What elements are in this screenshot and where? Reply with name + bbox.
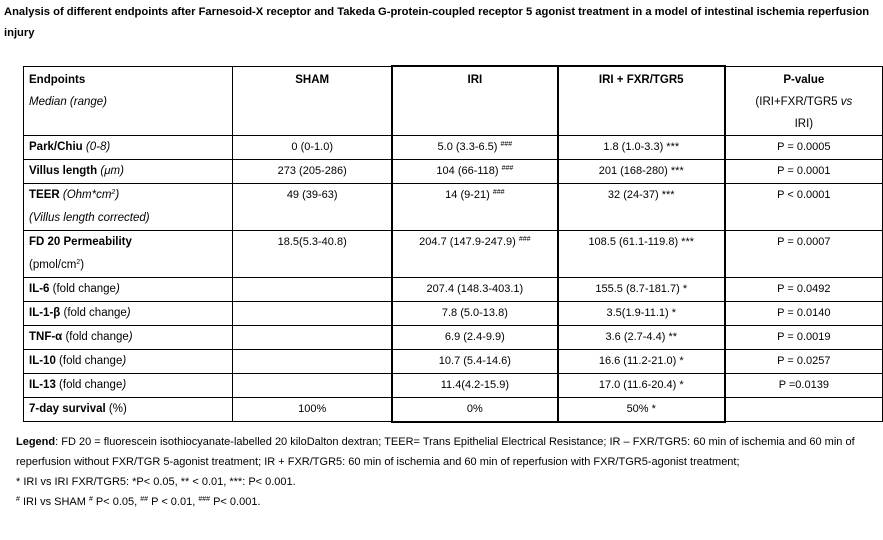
sham-cell: 0 (0-1.0)	[233, 135, 392, 159]
sham-cell: 49 (39-63)	[233, 183, 392, 230]
header-pvalue-sub1: (IRI+FXR/TGR5	[755, 95, 841, 108]
row-unit: (Ohm*cm	[59, 188, 112, 201]
table-row	[24, 230, 883, 277]
endpoints-table	[23, 65, 883, 423]
row-label-cell	[24, 373, 233, 397]
sham-cell	[233, 301, 392, 325]
row-label-cell	[24, 183, 233, 230]
sham-cell	[233, 373, 392, 397]
row-extra-sup: 2	[76, 258, 81, 266]
legend-label: Legend	[16, 436, 56, 448]
iri-mark: ###	[500, 140, 513, 148]
pvalue-cell: P = 0.0001	[725, 159, 883, 183]
legend-note2-c: P< 0.05,	[92, 496, 141, 508]
iri-fxr-cell: 16.6 (11.2-21.0) *	[558, 349, 725, 373]
iri-value: 5.0 (3.3-6.5)	[437, 140, 498, 153]
row-unit: (fold change	[49, 282, 116, 295]
row-label-cell	[24, 159, 233, 183]
row-label: IL-1-β	[29, 306, 61, 319]
row-label-cell	[24, 301, 233, 325]
iri-cell: 10.7 (5.4-14.6)	[392, 349, 558, 373]
legend-note2-f: ###	[198, 496, 211, 503]
row-unit: (fold change	[60, 306, 127, 319]
table-row	[24, 373, 883, 397]
table-row	[24, 301, 883, 325]
iri-fxr-cell: 155.5 (8.7-181.7) *	[558, 277, 725, 301]
iri-fxr-cell: 1.8 (1.0-3.3) ***	[558, 135, 725, 159]
sham-cell	[233, 325, 392, 349]
row-extra-pre: (pmol/cm	[29, 258, 77, 271]
row-unit: (%)	[105, 402, 127, 415]
row-label-cell	[24, 397, 233, 422]
table-title: Analysis of different endpoints after Farnesoid-X receptor and Takeda G-protein-coupled receptor 5 agonist treatment in a model of intestinal ischemia reperfusion injury	[4, 6, 870, 39]
pvalue-cell: P = 0.0005	[725, 135, 883, 159]
table-row	[24, 183, 883, 230]
row-label: TNF-α	[29, 330, 63, 343]
pvalue-cell: P =0.0139	[725, 373, 883, 397]
legend-paragraph	[16, 432, 876, 472]
sham-cell	[233, 349, 392, 373]
iri-value: 204.7 (147.9-247.9)	[419, 235, 516, 248]
pvalue-cell: P = 0.0019	[725, 325, 883, 349]
row-extra-post: )	[80, 258, 85, 271]
header-pvalue-sub2: IRI)	[794, 117, 814, 130]
row-label: Villus length	[29, 164, 98, 177]
iri-cell: 7.8 (5.0-13.8)	[392, 301, 558, 325]
table-legend	[16, 432, 876, 512]
pvalue-cell: P = 0.0007	[725, 230, 883, 277]
row-unit: (μm)	[97, 164, 124, 177]
row-unit-end: )	[126, 306, 131, 319]
row-label: FD 20 Permeability	[29, 235, 132, 248]
iri-cell	[392, 183, 558, 230]
row-label-line	[29, 184, 227, 207]
iri-cell: 207.4 (148.3-403.1)	[392, 277, 558, 301]
header-pvalue-label: P-value	[783, 73, 825, 86]
pvalue-cell: P < 0.0001	[725, 183, 883, 230]
iri-fxr-cell: 17.0 (11.6-20.4) *	[558, 373, 725, 397]
row-label-cell	[24, 325, 233, 349]
header-iri: IRI	[392, 66, 558, 135]
row-label-cell	[24, 230, 233, 277]
iri-cell	[392, 159, 558, 183]
pvalue-cell: P = 0.0257	[725, 349, 883, 373]
header-endpoints-label: Endpoints	[29, 73, 86, 86]
iri-value: 104 (66-118)	[436, 164, 499, 177]
iri-fxr-cell: 3.6 (2.7-4.4) **	[558, 325, 725, 349]
iri-fxr-cell: 108.5 (61.1-119.8) ***	[558, 230, 725, 277]
legend-note2-mark: #	[16, 496, 20, 503]
row-unit: (fold change	[55, 378, 123, 391]
row-unit-sup: 2	[111, 188, 116, 196]
row-unit: (fold change	[62, 330, 129, 343]
iri-fxr-cell: 3.5(1.9-11.1) *	[558, 301, 725, 325]
row-label: IL-13	[29, 378, 56, 391]
row-label: IL-10	[29, 354, 56, 367]
header-pvalue	[725, 66, 883, 135]
iri-cell: 11.4(4.2-15.9)	[392, 373, 558, 397]
pvalue-cell: P = 0.0492	[725, 277, 883, 301]
row-unit-end: )	[122, 354, 127, 367]
table-header-row	[24, 66, 883, 135]
table-row	[24, 349, 883, 373]
sham-cell: 273 (205-286)	[233, 159, 392, 183]
legend-note-1: * IRI vs IRI FXR/TGR5: *P< 0.05, ** < 0.01, ***: P< 0.001.	[16, 476, 296, 488]
legend-note2-g: P< 0.001.	[210, 496, 261, 508]
iri-cell: 0%	[392, 397, 558, 422]
pvalue-cell	[725, 397, 883, 422]
legend-text: : FD 20 = fluorescein isothiocyanate-labelled 20 kiloDalton dextran; TEER= Trans Epithelial Electrical Resistance; IR – FXR/TGR5: 60 min of ischemia and 60 min of reperfusion without FXR/TGR 5-agonist treatment; IR + FXR/TGR5: 60 min of ischemia and 60 min of reperfusion with FXR/TGR5-agonist treatment;	[16, 436, 855, 468]
legend-note2-e: P < 0.01,	[148, 496, 199, 508]
iri-mark: ###	[492, 188, 505, 196]
table-row	[24, 325, 883, 349]
header-sham: SHAM	[233, 66, 392, 135]
row-unit-end: )	[115, 188, 120, 201]
header-pvalue-vs: vs	[840, 95, 853, 108]
row-unit-end: )	[128, 330, 133, 343]
row-label: 7-day survival	[29, 402, 106, 415]
legend-note2-b: #	[88, 496, 93, 503]
table-row	[24, 135, 883, 159]
row-unit-end: )	[115, 282, 120, 295]
sham-cell	[233, 277, 392, 301]
row-label-cell	[24, 135, 233, 159]
row-extra	[29, 254, 227, 277]
table-row	[24, 397, 883, 422]
iri-mark: ###	[501, 164, 514, 172]
header-pvalue-sub	[731, 91, 877, 113]
sham-cell: 18.5(5.3-40.8)	[233, 230, 392, 277]
header-iri-fxr: IRI + FXR/TGR5	[558, 66, 725, 135]
iri-fxr-cell: 201 (168-280) ***	[558, 159, 725, 183]
row-unit: (0-8)	[82, 140, 111, 153]
header-endpoints	[24, 66, 233, 135]
iri-cell	[392, 230, 558, 277]
row-label-cell	[24, 349, 233, 373]
iri-fxr-cell: 50% *	[558, 397, 725, 422]
iri-value: 14 (9-21)	[445, 188, 490, 201]
row-label: IL-6	[29, 282, 50, 295]
legend-note2-a: IRI vs SHAM	[19, 496, 89, 508]
iri-cell: 6.9 (2.4-9.9)	[392, 325, 558, 349]
iri-fxr-cell: 32 (24-37) ***	[558, 183, 725, 230]
legend-note-2	[16, 492, 876, 512]
table-row	[24, 277, 883, 301]
row-extra: (Villus length corrected)	[29, 211, 150, 224]
iri-mark: ###	[518, 235, 531, 243]
pvalue-cell: P = 0.0140	[725, 301, 883, 325]
row-label: Park/Chiu	[29, 140, 83, 153]
legend-note2-d: ##	[140, 496, 149, 503]
header-endpoints-sub: Median (range)	[29, 95, 107, 108]
row-label-cell	[24, 277, 233, 301]
row-unit: (fold change	[55, 354, 123, 367]
table-row	[24, 159, 883, 183]
row-label: TEER	[29, 188, 60, 201]
iri-cell	[392, 135, 558, 159]
row-unit-end: )	[122, 378, 127, 391]
sham-cell: 100%	[233, 397, 392, 422]
